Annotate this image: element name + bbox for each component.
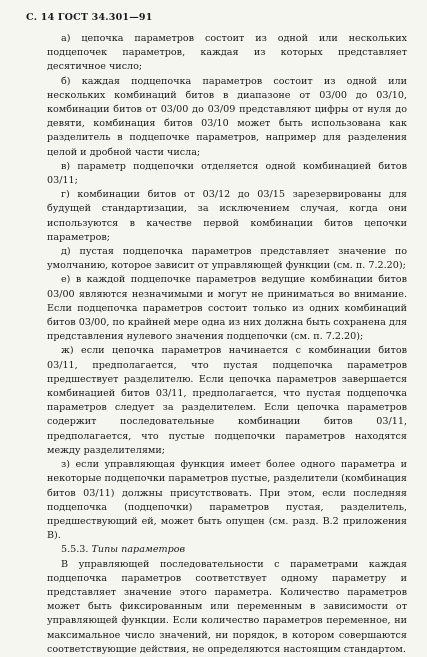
list-item-d: д) пустая подцепочка параметров представляет значение по умолчанию, которое зависит от управляющей функции (см. п. 7.2.20); xyxy=(47,246,407,272)
list-item-g: г) комбинации битов от 03/12 до 03/15 зарезервированы для будущей стандартизации, за исключением случая, когда они используются в качестве первой комбинации битов цепочки параметров; xyxy=(47,189,407,243)
list-item-v: в) параметр подцепочки отделяется одной комбинацией битов 03/11; xyxy=(47,160,407,187)
section-number: 5.5.3. xyxy=(61,544,89,556)
page-header: С. 14 ГОСТ 34.301—91 xyxy=(26,12,153,23)
section-paragraph: В управляющей последовательности с параметрами каждая подцепочка параметров соответствует одному параметру и представляет значение этого параметра. Количество параметров может быть фиксированным или переменным в зависимости от управляющей функции. Если количество параметров переменное, ни максимальное число значений, ни порядок, в котором совершаются соответствующие действия, не определяются настоящим стандартом. xyxy=(47,558,407,655)
section-heading xyxy=(47,543,407,557)
list-item-b: б) каждая подцепочка параметров состоит из одной или нескольких комбинаций битов в диапазоне от 03/00 до 03/10, комбинации битов от 03/00 до 03/09 представляют цифры от нуля до девяти, комбинация битов 03/10 может быть использована как разделитель в подцепочке параметров, например для разделения целой и дробной части числа; xyxy=(47,75,407,158)
list-item-e: е) в каждой подцепочке параметров ведущие комбинации битов 03/00 являются незначимыми и могут не приниматься во внимание. Если подцепочка параметров состоит только из одних комбинаций битов 03/00, по крайней мере одна из них должна быть сохранена для представления нулевого значения подцепочки (см. п. 7.2.20); xyxy=(47,274,407,343)
list-item-zh: ж) если цепочка параметров начинается с комбинации битов 03/11, предполагается, что пустая подцепочка параметров предшествует разделителю. Если цепочка параметров завершается комбинацией битов 03/11, предполагается, что пустая подцепочка параметров следует за разделителем. Если цепочка параметров содержит последовательные комбинации битов 03/11, предполагается, что пустые подцепочки параметров находятся между разделителями; xyxy=(47,345,407,456)
page-body xyxy=(47,32,407,657)
section-title: Типы параметров xyxy=(91,544,186,556)
list-item-a: а) цепочка параметров состоит из одной или нескольких подцепочек параметров, каждая из которых представляет десятичное число; xyxy=(47,33,407,73)
list-item-z: з) если управляющая функция имеет более одного параметра и некоторые подцепочки параметров пустые, разделители (комбинация битов 03/11) должны присутствовать. При этом, если последняя подцепочка (подцепочки) параметров пустая, разделитель, предшествующий ей, может быть опущен (см. разд. В.2 приложения В). xyxy=(47,459,407,542)
